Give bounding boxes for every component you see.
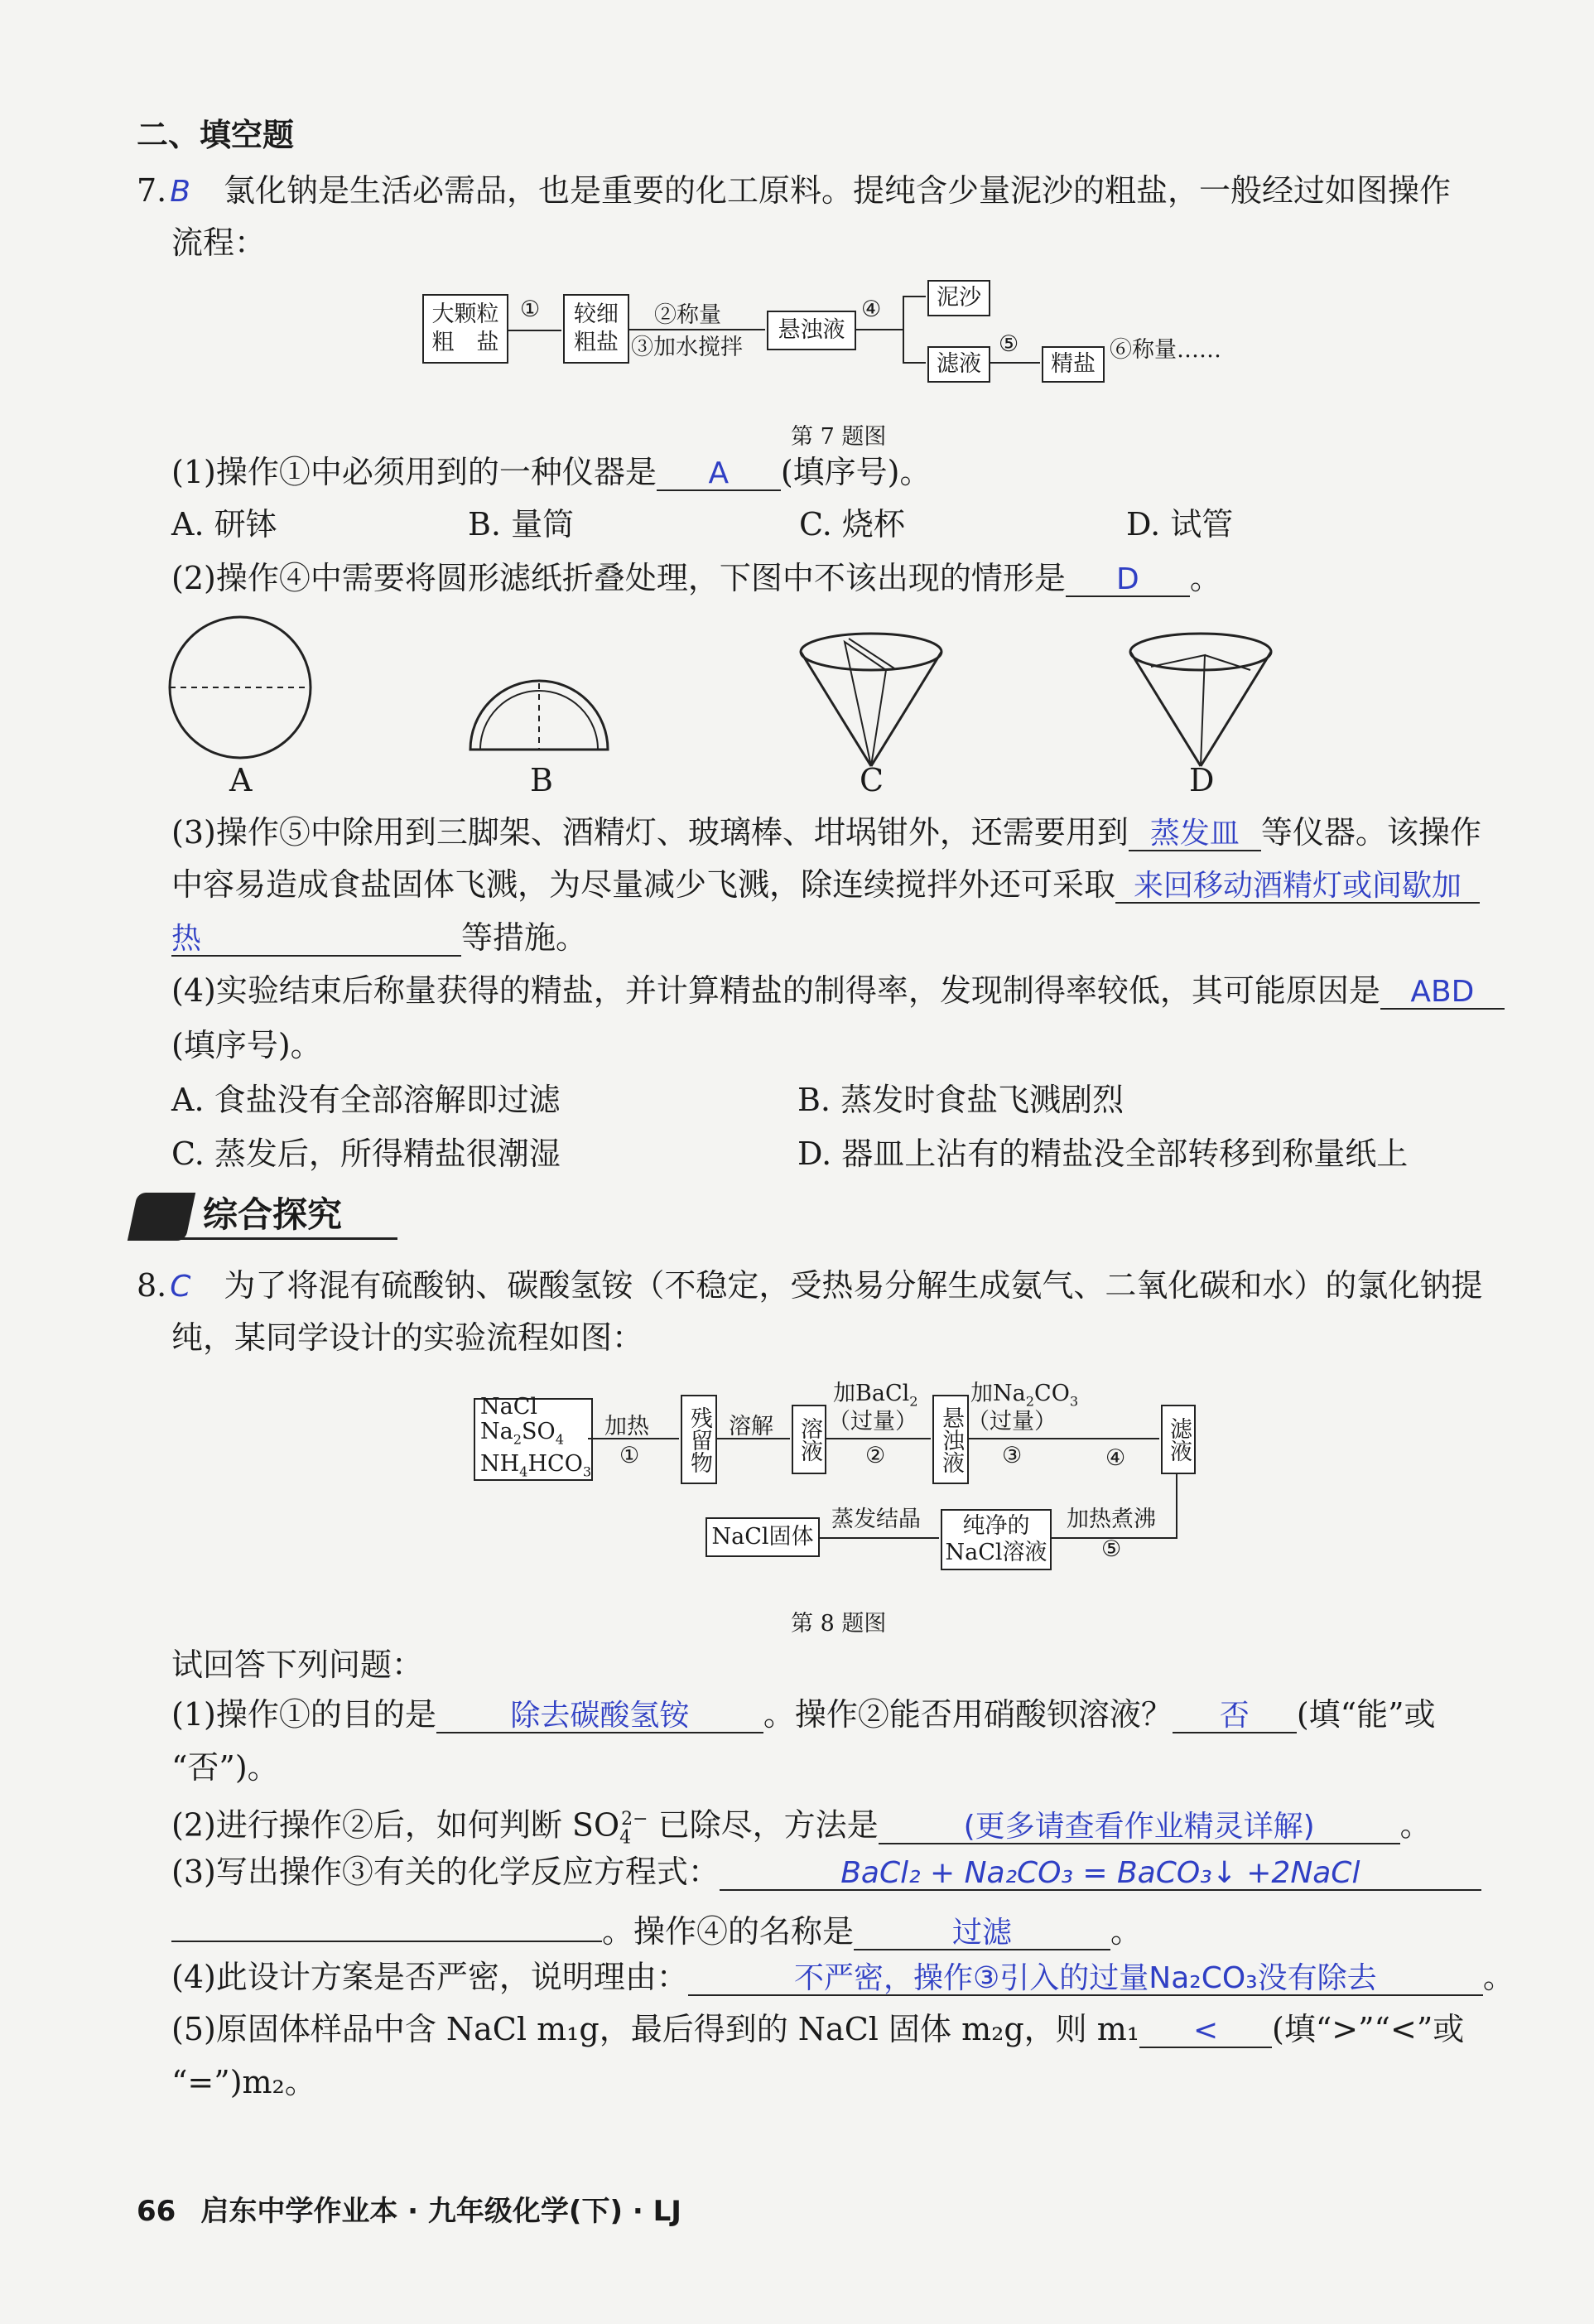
q8-part3-text: (3)写出操作③有关的化学反应方程式： [171,1854,720,1890]
flow-box-filtrate: 滤液 [927,346,990,383]
q8-part1-answer2: 否 [1173,1695,1297,1733]
q8-part3-answer: BaCl₂ + Na₂CO₃ = BaCO₃↓ +2NaCl [720,1853,1481,1891]
q8-part2-text2: 已除尽，方法是 [657,1806,879,1844]
q8-part1-mid: 。操作②能否用硝酸钡溶液？ [763,1696,1173,1733]
mixture-nacl: NaCl [480,1393,538,1420]
q8-part2-sub: 4 [619,1827,632,1849]
flow-box-mixture [474,1393,593,1481]
q7-part4-answer: ABD [1380,972,1505,1010]
q7-part2-suffix: 。 [1189,560,1221,596]
flow-box-filtrate-q8: 滤液 [1161,1405,1196,1474]
q7-part3-answer2a: 来回移动酒精灯或间歇加 [1115,865,1480,904]
q7-part3-text-c: 中容易造成食盐固体飞溅，为尽量减少飞溅，除连续搅拌外还可采取 [171,866,1116,903]
q8-intro: 试回答下列问题： [171,1647,424,1683]
q8-part1-line1 [171,1694,1436,1735]
flow-box-suspension: 悬浊液 [767,311,856,350]
q7-part3-text-a: (3)操作⑤中除用到三脚架、酒精灯、玻璃棒、坩埚钳外，还需要用到 [171,814,1129,851]
q8-part4-suffix: 。 [1482,1959,1515,1995]
q7-part4-option-a: A. 食盐没有全部溶解即过滤 [171,1082,561,1118]
page-number: 66 [137,2195,176,2228]
q7-option-a: A. 研钵 [171,506,277,542]
q8-part3-blank-cont [171,1904,602,1942]
q7-part4-option-b: B. 蒸发时食盐飞溅剧烈 [797,1082,1124,1118]
q8-part1-suffix: (填“能”或 [1296,1696,1436,1733]
q8-handwritten-tag: C [170,1270,191,1304]
flow-box-fine-label2: 粗盐 [574,330,619,355]
flow-box-crude-label1: 大颗粒 [431,301,499,327]
figure-c-label: C [860,762,884,798]
q8-part5-line1 [171,2008,1464,2050]
q8-line2: 纯，某同学设计的实验流程如图： [171,1319,644,1356]
flow-op1: ① [619,1443,640,1468]
q7-option-b: B. 量筒 [468,506,575,542]
flow-box-crude-salt [422,294,508,364]
q8-part3-line2 [171,1904,1142,1952]
q8-part5-line2: “=”)m₂。 [171,2064,316,2100]
flow-box-refined-salt: 精盐 [1042,346,1105,383]
q8-part4-answer: 不严密，操作③引入的过量Na₂CO₃没有除去 [688,1958,1483,1996]
flow-evaporate-label: 蒸发结晶 [831,1507,921,1532]
q7-part4-option-c: C. 蒸发后，所得精盐很潮湿 [171,1135,561,1172]
figure-b-label: B [530,762,553,798]
flow-branch-bottom [903,362,926,364]
q7-part2-answer: D [1066,559,1190,597]
q8-part4 [171,1956,1515,1998]
flow-arrow-evaporate [820,1537,939,1539]
flow-add-na2co3: 加$Na_2CO_3$ [970,1381,1079,1410]
q8-part1-answer: 除去碳酸氢铵 [436,1695,763,1733]
flow-arrow-3 [855,329,904,330]
figure-c-cone [801,634,941,766]
flow-op4: ④ [1105,1445,1126,1471]
flow-arrow-4 [989,362,1040,364]
flow-box-pure-solution [941,1509,1052,1570]
flow-step6: ⑥称量…… [1110,337,1221,363]
section-header-underline [149,1237,397,1240]
q7-part4-option-d: D. 器皿上沾有的精盐没全部转移到称量纸上 [797,1135,1409,1172]
flow-arrow-heat [588,1438,679,1439]
flow-step5: ⑤ [999,331,1019,357]
flow-dissolve-label: 溶解 [729,1414,773,1439]
q7-part3-answer1: 蒸发皿 [1129,813,1261,851]
q8-part2-answer: (更多请查看作业精灵详解) [879,1806,1400,1844]
q7-part4-line1 [171,970,1505,1011]
flow-box-suspension-q8: 悬浊液 [932,1395,969,1484]
q8-part4-text: (4)此设计方案是否严密，说明理由： [171,1959,688,1995]
q8-part5-answer: < [1139,2010,1272,2048]
q7-part3-text-d: 等措施。 [461,919,588,956]
q8-part5-text: (5)原固体样品中含 NaCl m₁g，最后得到的 NaCl 固体 m₂g，则 m₁ [171,2011,1140,2047]
flow-op3: ③ [1002,1443,1023,1468]
q7-part2 [171,557,1221,599]
q7-part3-line1 [171,812,1481,853]
pure-solution-label1: 纯净的 [962,1513,1030,1539]
q8-line1 [137,1265,1482,1308]
q7-handwritten-tag: B [170,175,190,209]
flow-box-fine-label1: 较细 [574,301,619,327]
mixture-na2so4: $Na_2SO_4$ [480,1418,564,1447]
flow-arrow-na2co3 [967,1438,1159,1439]
q8-part3-text2: 。操作④的名称是 [602,1913,855,1950]
section-header-badge-icon [128,1193,195,1241]
figure-a-label: A [229,762,253,798]
q7-part3-line2 [171,864,1480,905]
flow-excess-1: （过量） [828,1409,917,1434]
figure-a-circle [170,617,311,758]
q8-part3-line1 [171,1851,1481,1892]
pure-solution-label2: NaCl溶液 [945,1540,1047,1565]
footer [137,2191,681,2232]
flow-arrow-bacl2 [825,1438,931,1439]
q7-part3-line3 [171,917,587,958]
q7-part4-text: (4)实验结束后称量获得的精盐，并计算精盐的制得率，发现制得率较低，其可能原因是 [171,972,1380,1009]
flow-box-nacl-solid: NaCl固体 [706,1517,820,1557]
section-title-fill-in: 二、填空题 [137,117,295,153]
flow-box-solution: 溶液 [792,1405,826,1474]
flow-return-line [1176,1473,1177,1539]
q8-part3-suffix: 。 [1110,1913,1143,1950]
q7-part1-suffix: (填序号)。 [780,454,932,490]
q8-part1-line2: “否”)。 [171,1749,279,1786]
figure-d-cone [1130,634,1271,766]
q7-number: 7. [137,172,167,209]
q8-part2-text: (2)进行操作②后，如何判断 SO [171,1806,620,1844]
flow-boil-label: 加热煮沸 [1067,1507,1156,1532]
flow-box-crude-label2: 粗 盐 [431,330,499,355]
section-header-comprehensive [132,1193,414,1244]
flow-step2: ②称量 [654,302,721,328]
q8-number: 8. [137,1267,167,1304]
flow-arrow-1 [507,330,561,331]
flow-op2: ② [865,1443,886,1468]
q8-part2-suffix: 。 [1399,1806,1432,1844]
q7-part3-text-b: 等仪器。该操作 [1260,814,1481,851]
q8-figure-caption: 第 8 题图 [791,1611,887,1637]
q7-option-d: D. 试管 [1126,506,1234,542]
flow-box-residue: 残留物 [681,1395,717,1484]
flow-step1: ① [520,297,541,322]
q7-part4-line2: (填序号)。 [171,1027,322,1063]
figure-d-label: D [1189,762,1215,798]
flow-branch-top [903,296,926,297]
flow-add-bacl2: 加BaCl$_2$ [833,1381,918,1410]
flow-arrow-2 [628,329,765,330]
q7-part3-answer2b: 热 [171,919,461,957]
flow-step3: ③加水搅拌 [631,335,743,360]
flow-heat-label: 加热 [604,1414,649,1439]
q8-stem-text: 为了将混有硫酸钠、碳酸氢铵（不稳定，受热易分解生成氨气、二氧化碳和水）的氯化钠提 [224,1267,1483,1304]
flow-op5: ⑤ [1101,1536,1122,1562]
q7-part2-text: (2)操作④中需要将圆形滤纸折叠处理，下图中不该出现的情形是 [171,560,1066,596]
flow-box-fine-salt [563,294,629,364]
mixture-nh4hco3: $NH_4HCO_3$ [480,1451,592,1480]
q8-part1-text: (1)操作①的目的是 [171,1696,436,1733]
flow-excess-2: （过量） [967,1409,1057,1434]
flow-step4: ④ [861,297,882,322]
flow-box-sand: 泥沙 [927,280,990,316]
q7-line2: 流程： [171,224,267,261]
q7-figure-caption: 第 7 题图 [791,424,887,450]
q7-part1 [171,451,932,493]
footer-title: 启东中学作业本 · 九年级化学(下) · LJ [200,2195,681,2228]
flow-arrow-dissolve [715,1438,790,1439]
q8-part2 [171,1799,1432,1859]
q7-option-c: C. 烧杯 [799,506,905,542]
q8-part5-suffix: (填“>”“<”或 [1272,2011,1465,2047]
flow-branch-line [903,296,904,364]
q7-line1 [137,170,1451,213]
q8-part2-sup: 2− [621,1809,648,1830]
q7-part1-answer: A [657,453,781,491]
q7-stem-text: 氯化钠是生活必需品，也是重要的化工原料。提纯含少量泥沙的粗盐，一般经过如图操作 [223,172,1451,209]
q8-part3-answer2: 过滤 [854,1912,1110,1950]
section-header-title: 综合探究 [203,1194,343,1235]
figure-b-semicircle [470,681,608,750]
q7-part1-text: (1)操作①中必须用到的一种仪器是 [171,454,657,490]
